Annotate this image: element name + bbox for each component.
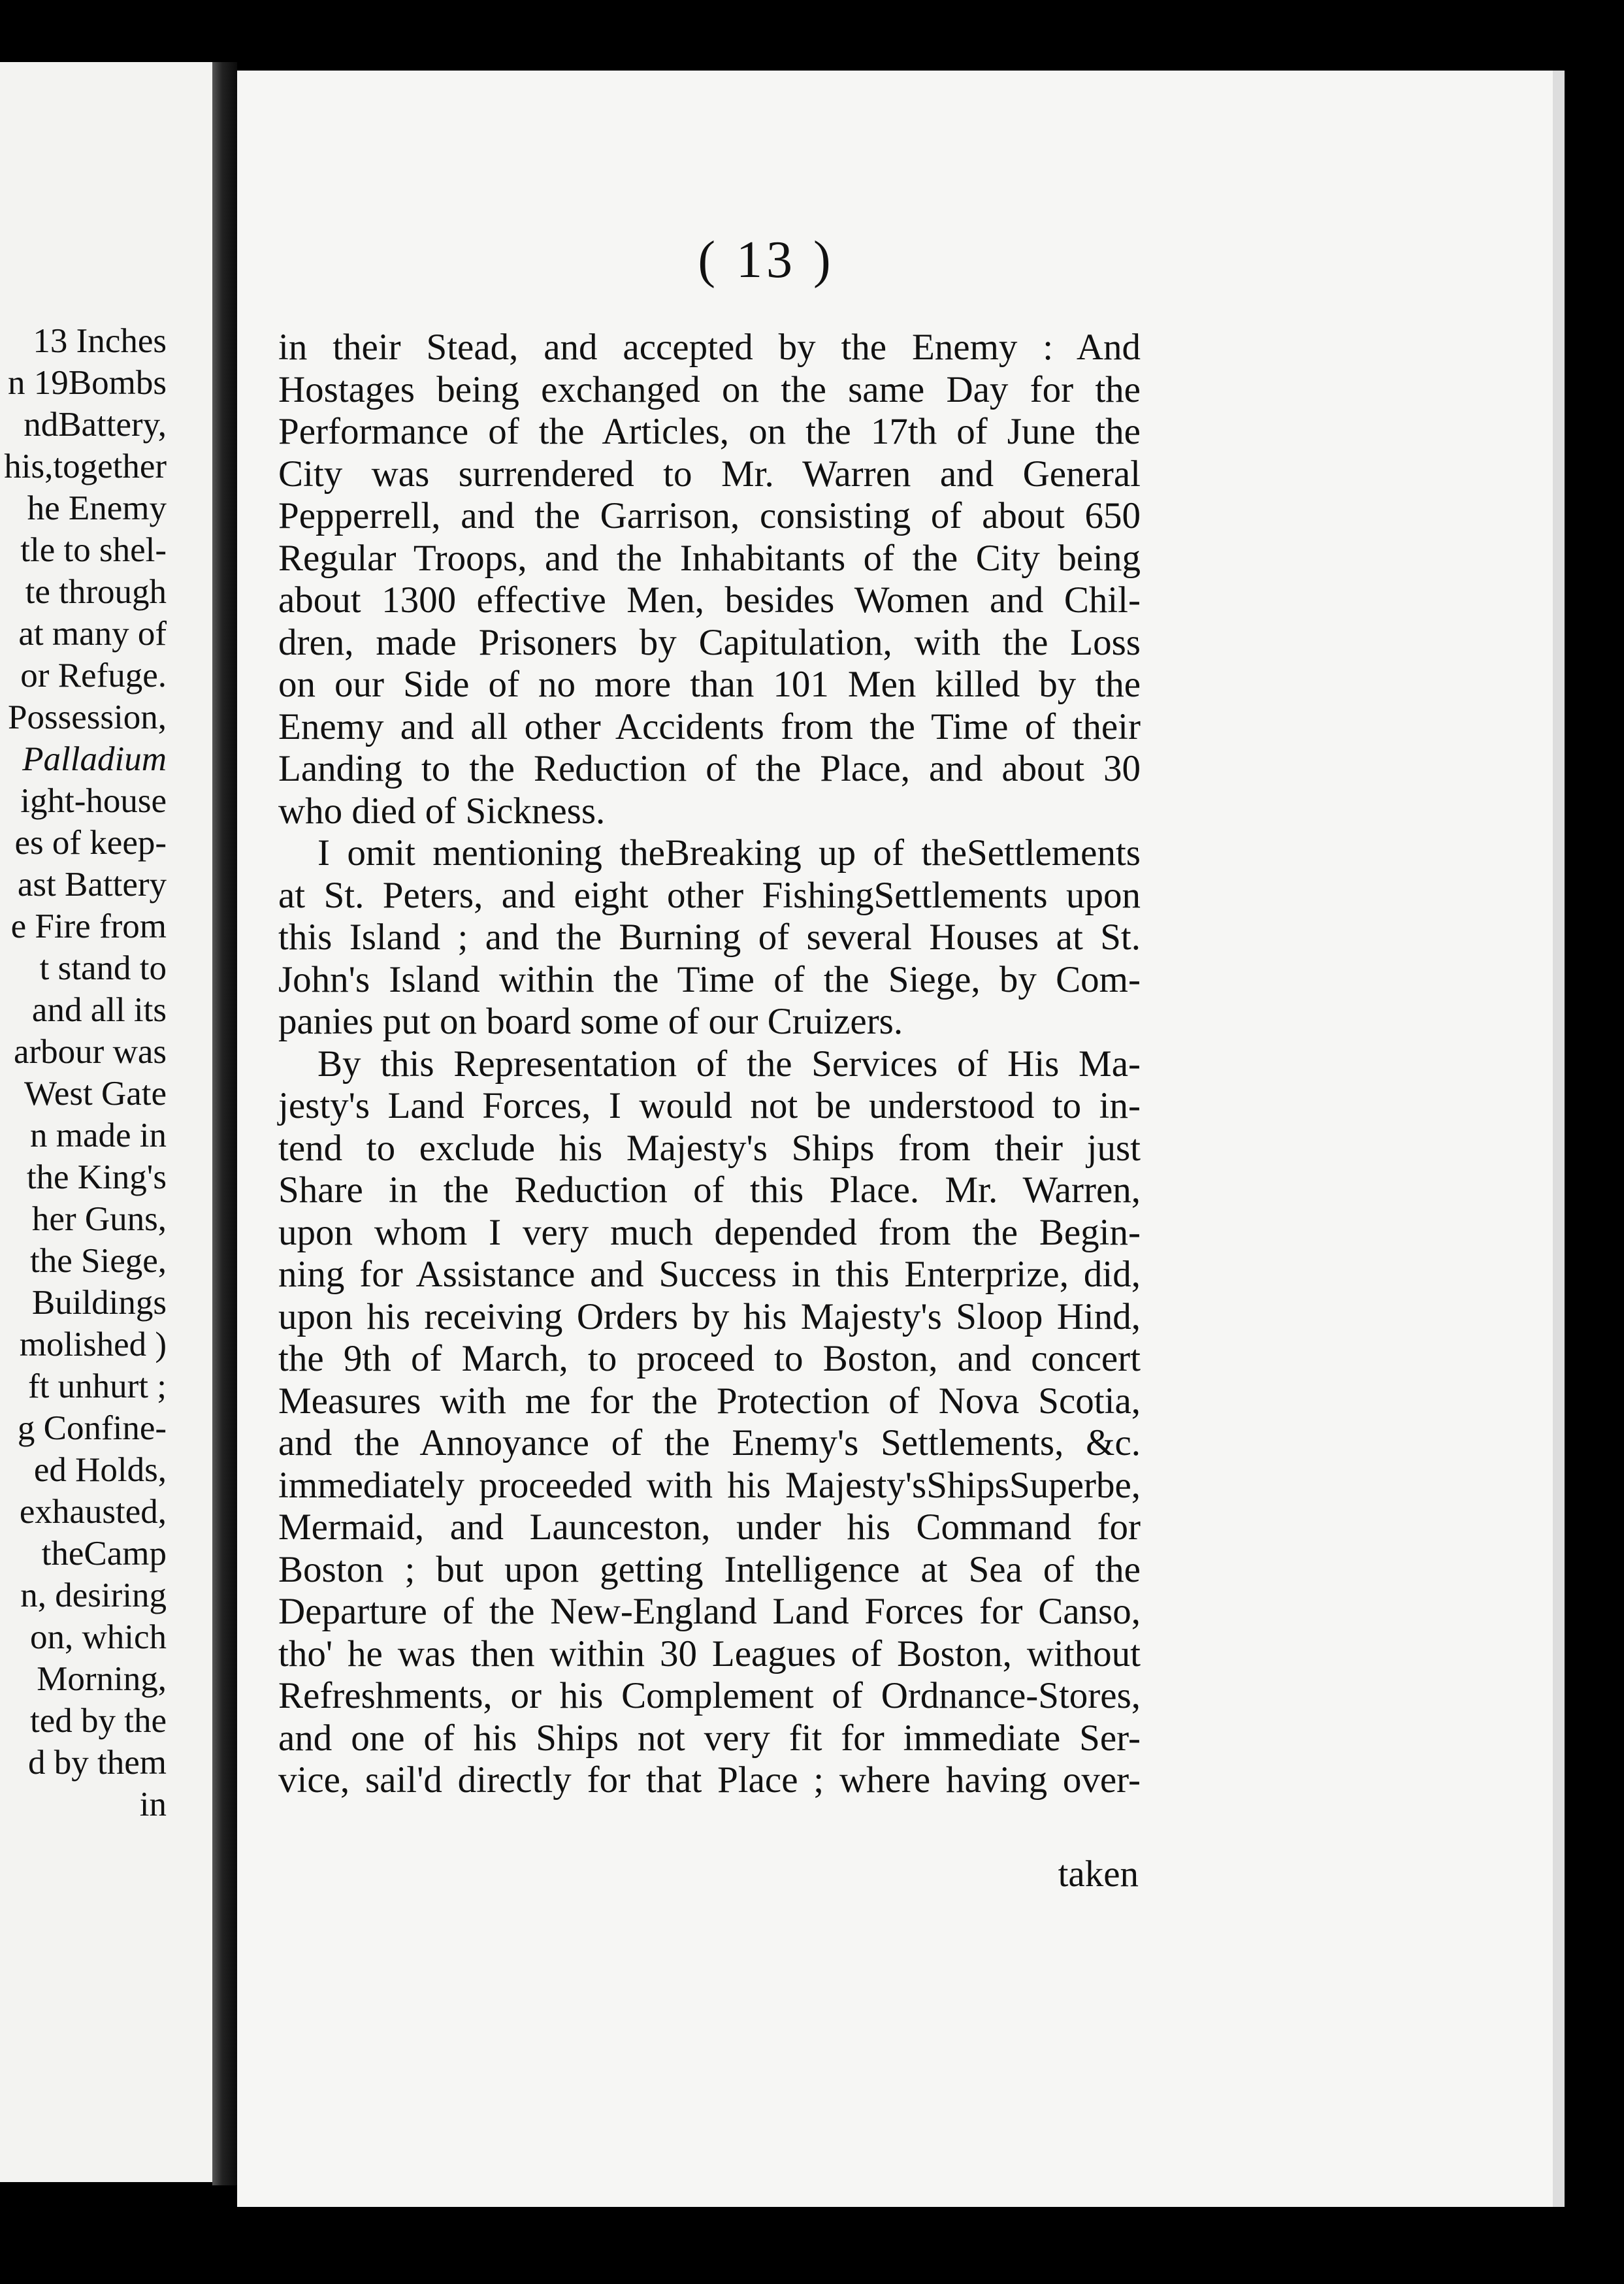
right-page (237, 71, 1565, 2207)
text-line: Possession, (8, 698, 167, 736)
text-line: or Refuge. (20, 657, 167, 694)
text-line: Measures with me for the Protection of Nova Scotia, (278, 1380, 1141, 1422)
text-line: ed Holds, (33, 1451, 167, 1489)
text-line: on our Side of no more than 101 Men killed by the (278, 664, 1141, 705)
text-line: tle to shel- (20, 531, 167, 569)
text-line: Buildings (31, 1284, 167, 1322)
text-line: upon whom I very much depended from the Begin- (278, 1211, 1141, 1253)
text-line: Pepperrell, and the Garrison, consisting of about 650 (278, 495, 1141, 536)
text-line: the King's (26, 1158, 167, 1196)
left-page-text (0, 320, 167, 1823)
text-line: upon his receiving Orders by his Majesty's Sloop Hind, (278, 1296, 1141, 1337)
text-line: Refreshments, or his Complement of Ordnance-Stores, (278, 1675, 1141, 1716)
text-line: at many of (18, 615, 167, 653)
text-line: Enemy and all other Accidents from the Time of their (278, 706, 1141, 747)
page-number: ( 13 ) (698, 231, 835, 289)
text-line: t stand to (39, 949, 167, 987)
text-line: John's Island within the Time of the Siege, by Com- (278, 958, 1141, 1000)
text-line: 13 Inches (33, 322, 167, 360)
text-line: about 1300 effective Men, besides Women and Chil- (278, 579, 1141, 621)
text-line: ast Battery (17, 866, 167, 904)
left-catchword: in (139, 1786, 167, 1823)
text-line: Share in the Reduction of this Place. Mr. Warren, (278, 1169, 1141, 1211)
text-line: in their Stead, and accepted by the Enemy : And (278, 327, 1141, 368)
text-line: the 9th of March, to proceed to Boston, and concert (278, 1338, 1141, 1379)
text-line: Mermaid, and Launceston, under his Command for (278, 1507, 1141, 1548)
text-line: n made in (30, 1117, 167, 1154)
text-line: panies put on board some of our Cruizers. (278, 1001, 903, 1042)
text-line: theCamp (41, 1535, 167, 1573)
text-line: Departure of the New-England Land Forces for Canso, (278, 1591, 1141, 1632)
text-line: on, which (29, 1618, 167, 1656)
text-line: ted by the (30, 1702, 167, 1740)
text-line: dren, made Prisoners by Capitulation, with the Loss (278, 621, 1141, 663)
text-line: Morning, (37, 1660, 167, 1698)
text-line: Hostages being exchanged on the same Day for the (278, 368, 1141, 410)
text-line: tho' he was then within 30 Leagues of Boston, without (278, 1633, 1141, 1674)
text-line: ft unhurt ; (28, 1367, 167, 1405)
text-line: n, desiring (20, 1576, 167, 1614)
text-line: City was surrendered to Mr. Warren and General (278, 453, 1141, 495)
text-line: By this Representation of the Services of His Ma- (317, 1043, 1141, 1085)
text-line: his,together (4, 448, 167, 485)
text-line: and the Annoyance of the Enemy's Settlements, &c. (278, 1422, 1141, 1463)
text-line: West Gate (24, 1075, 167, 1113)
text-line: Palladium (22, 740, 167, 778)
text-line: d by them (28, 1744, 167, 1782)
text-line: n 19Bombs (8, 364, 167, 402)
text-line: jesty's Land Forces, I would not be understood to in- (278, 1085, 1141, 1126)
text-line: ndBattery, (24, 406, 167, 444)
book-gutter (212, 62, 237, 2185)
text-line: I omit mentioning theBreaking up of theSettlements (317, 832, 1141, 873)
text-line: who died of Sickness. (278, 790, 606, 832)
text-line: the Siege, (30, 1242, 167, 1280)
text-line: exhausted, (19, 1493, 167, 1531)
catchword: taken (1058, 1853, 1139, 1895)
page-edge (1553, 71, 1565, 2207)
text-line: vice, sail'd directly for that Place ; where having over- (278, 1759, 1141, 1801)
text-line: her Guns, (31, 1200, 167, 1238)
text-line: tend to exclude his Majesty's Ships from their just (278, 1127, 1141, 1169)
text-line: te through (25, 573, 167, 611)
text-line: immediately proceeded with his Majesty'sShipsSuperbe, (278, 1464, 1141, 1506)
text-line: arbour was (14, 1033, 167, 1071)
text-line: g Confine- (17, 1409, 167, 1447)
text-line: Performance of the Articles, on the 17th of June the (278, 411, 1141, 452)
left-page-fragment (0, 62, 212, 2182)
body-text (278, 327, 1141, 1802)
text-line: molished ) (19, 1326, 167, 1363)
text-line: he Enemy (27, 489, 167, 527)
text-line: and all its (31, 991, 167, 1029)
text-line: this Island ; and the Burning of several Houses at St. (278, 917, 1141, 958)
text-line: Landing to the Reduction of the Place, and about 30 (278, 748, 1141, 789)
text-line: e Fire from (10, 907, 167, 945)
text-line: at St. Peters, and eight other FishingSettlements upon (278, 874, 1141, 916)
text-line: es of keep- (14, 824, 167, 862)
text-line: ight-house (20, 782, 167, 820)
text-line: Boston ; but upon getting Intelligence at Sea of the (278, 1548, 1141, 1590)
text-line: and one of his Ships not very fit for immediate Ser- (278, 1717, 1141, 1759)
text-line: Regular Troops, and the Inhabitants of the City being (278, 537, 1141, 579)
text-line: ning for Assistance and Success in this Enterprize, did, (278, 1254, 1141, 1295)
